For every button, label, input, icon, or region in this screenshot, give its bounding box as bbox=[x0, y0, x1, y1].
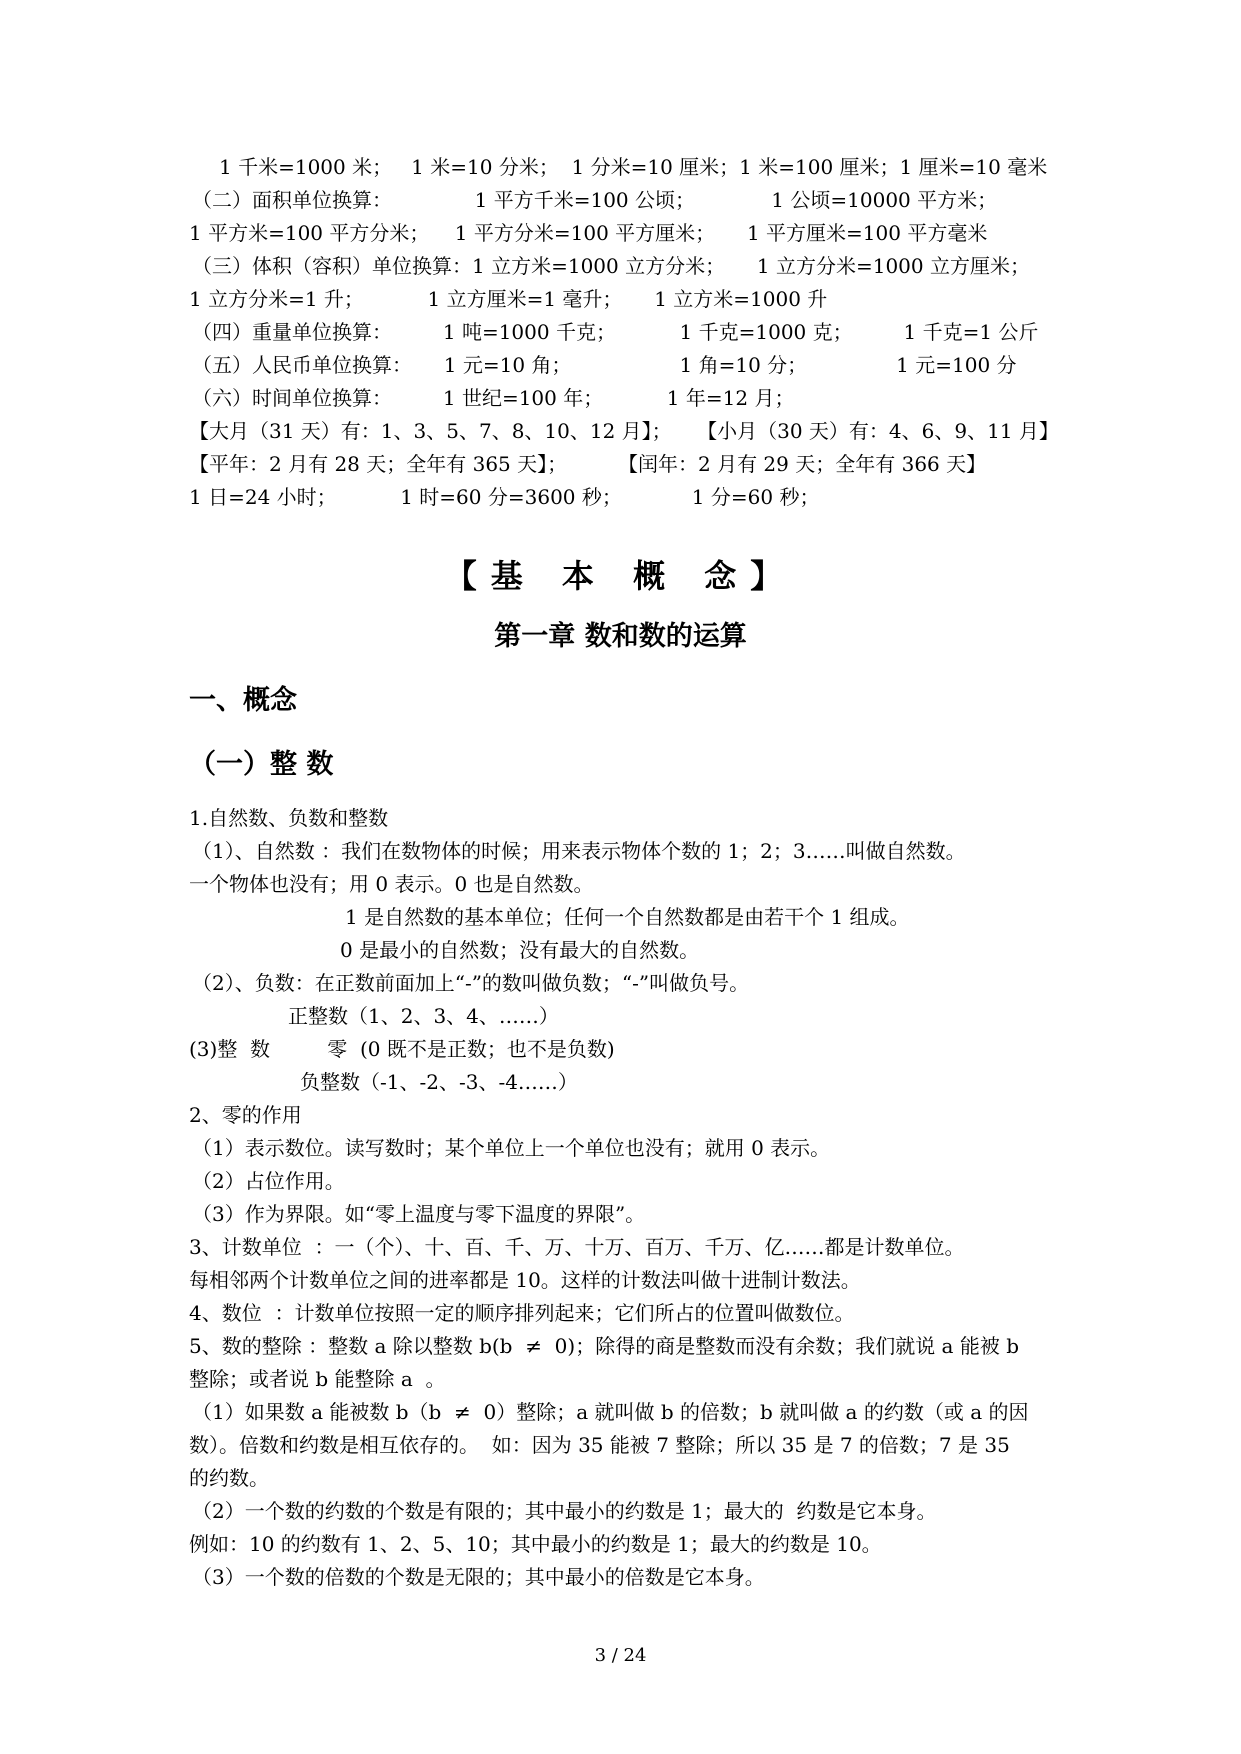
body-line: （2）一个数的约数的个数是有限的；其中最小的约数是 1；最大的 约数是它本身。 bbox=[192, 1499, 937, 1523]
years-rule: 【平年：2 月有 28 天；全年有 365 天】； 【闰年：2 月有 29 天；全年有 366 天】 bbox=[189, 452, 987, 476]
volume-conversion-1: （三）体积（容积）单位换算：1 立方米=1000 立方分米； 1 立方分米=1000 立方厘米； bbox=[192, 254, 1030, 278]
body-line: （1）表示数位。读写数时；某个单位上一个单位也没有；就用 0 表示。 bbox=[192, 1136, 831, 1160]
body-line: （3）一个数的倍数的个数是无限的；其中最小的倍数是它本身。 bbox=[192, 1565, 765, 1589]
section-title: 一、概念 bbox=[189, 685, 297, 716]
months-rule: 【大月（31 天）有：1、3、5、7、8、10、12 月】； 【小月（30 天）有：4、6、9、11 月】 bbox=[189, 419, 1059, 443]
body-line: 1.自然数、负数和整数 bbox=[189, 806, 389, 830]
main-heading: 【基 本 概 念】 bbox=[444, 557, 797, 595]
body-line: 4、数位 ：计数单位按照一定的顺序排列起来；它们所占的位置叫做数位。 bbox=[189, 1301, 855, 1325]
body-line: 5、数的整除 ：整数 a 除以整数 b(b ≠ 0)；除得的商是整数而没有余数；我们就说 a 能被 b bbox=[189, 1334, 1019, 1358]
time-conversion: （六）时间单位换算： 1 世纪=100 年； 1 年=12 月； bbox=[192, 386, 795, 410]
body-line: （2）占位作用。 bbox=[192, 1169, 345, 1193]
body-line: 3、计数单位 ：一（个）、十、百、千、万、十万、百万、千万、亿……都是计数单位。 bbox=[189, 1235, 965, 1259]
body-line: 正整数（1、2、3、4、……） bbox=[288, 1004, 559, 1028]
day-conversion: 1 日=24 小时； 1 时=60 分=3600 秒； 1 分=60 秒； bbox=[189, 485, 820, 509]
area-conversion-1: （二）面积单位换算： 1 平方千米=100 公顷； 1 公顷=10000 平方米； bbox=[192, 188, 998, 212]
body-line: 1 是自然数的基本单位；任何一个自然数都是由若干个 1 组成。 bbox=[345, 905, 910, 929]
body-line: 每相邻两个计数单位之间的进率都是 10。这样的计数法叫做十进制计数法。 bbox=[189, 1268, 861, 1292]
subsection-title: （一）整 数 bbox=[189, 749, 334, 780]
body-line: （1）如果数 a 能被数 b（b ≠ 0）整除；a 就叫做 b 的倍数；b 就叫做 a 的约数（或 a 的因 bbox=[192, 1400, 1029, 1424]
body-line: 0 是最小的自然数；没有最大的自然数。 bbox=[340, 938, 700, 962]
body-line: 一个物体也没有；用 0 表示。0 也是自然数。 bbox=[189, 872, 594, 896]
body-line: (3)整 数 零 (0 既不是正数；也不是负数) bbox=[189, 1037, 615, 1061]
chapter-title: 第一章 数和数的运算 bbox=[494, 621, 747, 652]
body-line: （2）、负数：在正数前面加上“-”的数叫做负数；“-”叫做负号。 bbox=[192, 971, 750, 995]
area-conversion-2: 1 平方米=100 平方分米； 1 平方分米=100 平方厘米； 1 平方厘米=100 平方毫米 bbox=[189, 221, 988, 245]
body-line: 的约数。 bbox=[189, 1466, 269, 1490]
body-line: （3）作为界限。如“零上温度与零下温度的界限”。 bbox=[192, 1202, 646, 1226]
length-conversion: 1 千米=1000 米； 1 米=10 分米； 1 分米=10 厘米；1 米=100 厘米；1 厘米=10 毫米 bbox=[219, 155, 1048, 179]
body-line: 负整数（-1、-2、-3、-4……） bbox=[300, 1070, 578, 1094]
weight-conversion: （四）重量单位换算： 1 吨=1000 千克； 1 千克=1000 克； 1 千克=1 公斤 bbox=[192, 320, 1039, 344]
body-line: 例如：10 的约数有 1、2、5、10；其中最小的约数是 1；最大的约数是 10。 bbox=[189, 1532, 882, 1556]
rmb-conversion: （五）人民币单位换算： 1 元=10 角； 1 角=10 分； 1 元=100 分 bbox=[192, 353, 1017, 377]
body-line: 整除；或者说 b 能整除 a 。 bbox=[189, 1367, 446, 1391]
body-line: 2、零的作用 bbox=[189, 1103, 302, 1127]
body-line: 数）。倍数和约数是相互依存的。 如：因为 35 能被 7 整除；所以 35 是 7 的倍数；7 是 35 bbox=[189, 1433, 1010, 1457]
page-number: 3 / 24 bbox=[594, 1645, 647, 1666]
volume-conversion-2: 1 立方分米=1 升； 1 立方厘米=1 毫升； 1 立方米=1000 升 bbox=[189, 287, 828, 311]
body-line: （1）、自然数 ：我们在数物体的时候；用来表示物体个数的 1；2；3……叫做自然数。 bbox=[192, 839, 966, 863]
